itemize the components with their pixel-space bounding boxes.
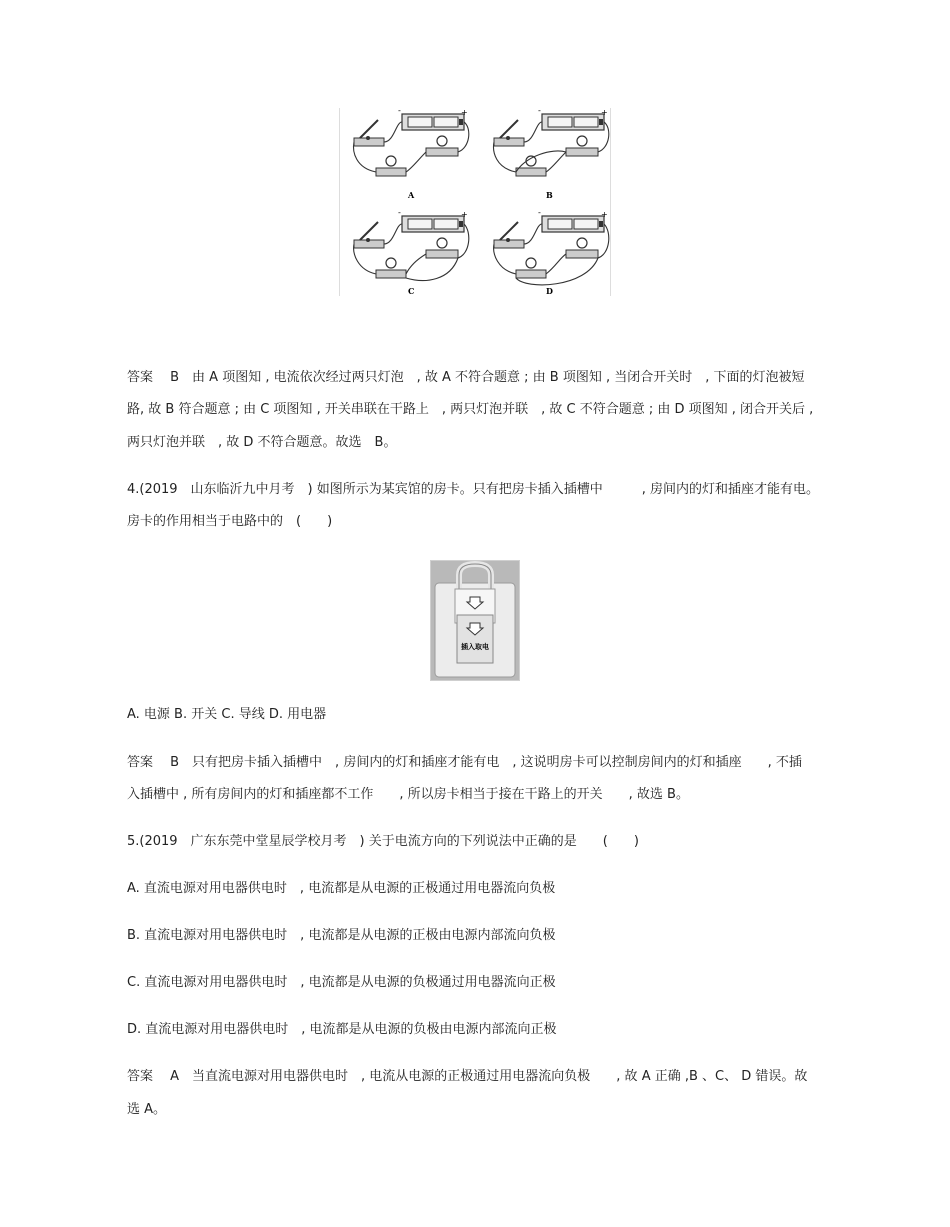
plus-label-b: +: [601, 108, 608, 117]
room-card-svg: [431, 561, 519, 680]
question5-option-d: D. 直流电源对用电器供电时 , 电流都是从电源的负极由电源内部流向正极: [127, 1022, 557, 1037]
question5-option-c: C. 直流电源对用电器供电时 , 电流都是从电源的负极通过用电器流向正极: [127, 975, 556, 990]
minus-label-a: -: [398, 108, 401, 115]
question5-option-a: A. 直流电源对用电器供电时 , 电流都是从电源的正极通过用电器流向负极: [127, 881, 556, 896]
panel-label-a: A: [408, 190, 415, 200]
panel-label-b: B: [546, 190, 553, 200]
question4-options: A. 电源 B. 开关 C. 导线 D. 用电器: [127, 707, 327, 722]
circuit-panel-c: [354, 216, 469, 281]
circuit-diagrams-figure: [339, 108, 611, 296]
answer5-line1: 答案 A 当直流电源对用电器供电时 , 电流从电源的正极通过用电器流向负极 , 故 A 正确 ,B 、C、 D 错误。故: [127, 1069, 808, 1084]
circuit-panel-b: [494, 114, 609, 176]
panel-label-c: C: [408, 286, 415, 296]
card-slot-label: 插入取电: [461, 643, 489, 651]
circuit-diagrams-svg: [340, 108, 610, 296]
circuit-panel-d: [494, 216, 609, 285]
room-card-photo: [430, 560, 520, 681]
question5-stem: 5.(2019 广东东莞中堂星辰学校月考 ) 关于电流方向的下列说法中正确的是 ( ): [127, 834, 639, 849]
question4-line2: 房卡的作用相当于电路中的 ( ): [127, 514, 333, 529]
plus-label-a: +: [461, 108, 468, 117]
question5-option-b: B. 直流电源对用电器供电时 , 电流都是从电源的正极由电源内部流向负极: [127, 928, 556, 943]
answer3-line1: 答案 B 由 A 项图知 , 电流依次经过两只灯泡 , 故 A 不符合题意 ; 由 B 项图知 , 当闭合开关时 , 下面的灯泡被短: [127, 370, 805, 385]
answer5-line2: 选 A。: [127, 1102, 167, 1117]
answer3-line3: 两只灯泡并联 , 故 D 不符合题意。故选 B。: [127, 435, 397, 450]
plus-label-d: +: [601, 210, 608, 219]
answer4-line1: 答案 B 只有把房卡插入插槽中 , 房间内的灯和插座才能有电 , 这说明房卡可以控制房间内的灯和插座 , 不插: [127, 755, 802, 770]
question4-line1: 4.(2019 山东临沂九中月考 ) 如图所示为某宾馆的房卡。只有把房卡插入插槽中 , 房间内的灯和插座才能有电。: [127, 482, 820, 497]
minus-label-c: -: [398, 208, 401, 217]
circuit-panel-a: [354, 114, 469, 176]
plus-label-c: +: [461, 210, 468, 219]
minus-label-b: -: [538, 108, 541, 115]
answer3-line2: 路, 故 B 符合题意 ; 由 C 项图知 , 开关串联在干路上 , 两只灯泡并联 , 故 C 不符合题意 ; 由 D 项图知 , 闭合开关后 ,: [127, 402, 814, 417]
panel-label-d: D: [546, 286, 553, 296]
answer4-line2: 入插槽中 , 所有房间内的灯和插座都不工作 , 所以房卡相当于接在干路上的开关 , 故选 B。: [127, 787, 689, 802]
minus-label-d: -: [538, 208, 541, 217]
